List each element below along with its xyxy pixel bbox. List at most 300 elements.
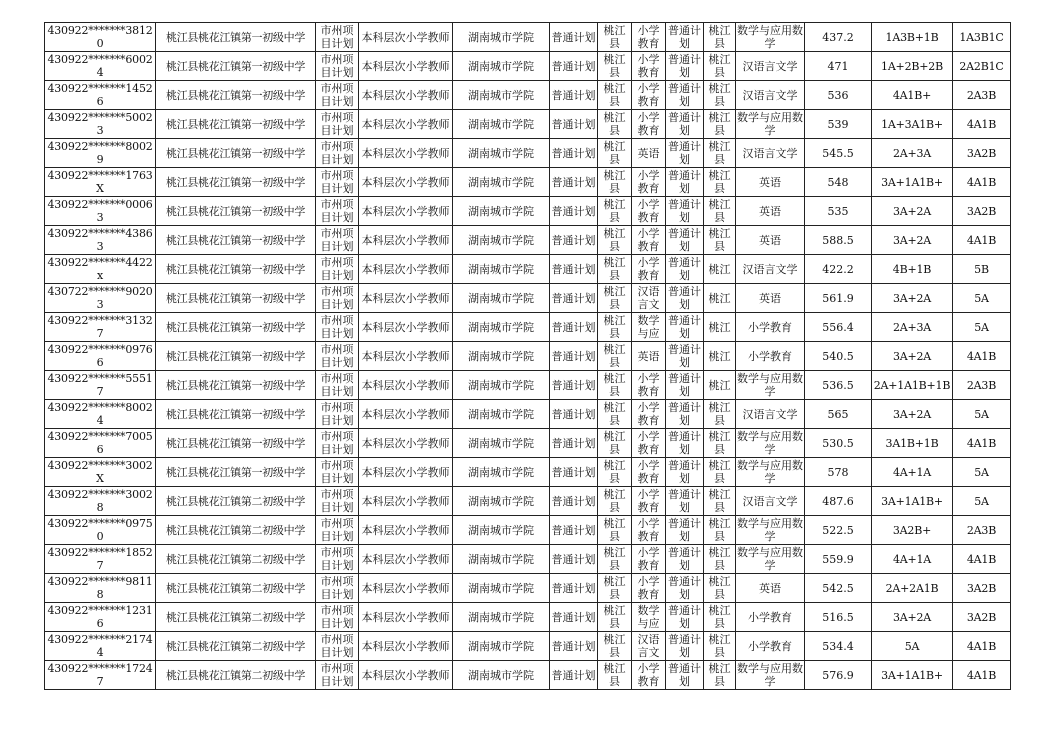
plan-cell: 普通计划 xyxy=(666,168,704,197)
target-county-cell: 桃江县 xyxy=(704,110,736,139)
target-county-cell: 桃江县 xyxy=(704,632,736,661)
teacher-level-cell: 本科层次小学教师 xyxy=(359,545,453,574)
table-row xyxy=(45,313,1011,342)
score-cell: 565 xyxy=(805,400,872,429)
plan-cell: 普通计划 xyxy=(666,603,704,632)
grade-summary-cell: 1A3B1C xyxy=(953,23,1011,52)
county-cell: 桃江县 xyxy=(598,255,632,284)
subject-cell: 小学教育 xyxy=(632,400,666,429)
plan-type-cell: 市州项目计划 xyxy=(316,197,359,226)
subject-cell: 小学教育 xyxy=(632,429,666,458)
school-cell: 桃江县桃花江镇第一初级中学 xyxy=(156,110,316,139)
school-cell: 桃江县桃花江镇第一初级中学 xyxy=(156,429,316,458)
plan-type-cell: 市州项目计划 xyxy=(316,603,359,632)
candidate-id-cell: 430922*******14526 xyxy=(45,81,156,110)
candidate-id-cell: 430922*******3002X xyxy=(45,458,156,487)
table-row xyxy=(45,110,1011,139)
school-cell: 桃江县桃花江镇第一初级中学 xyxy=(156,284,316,313)
grade-summary-cell: 4A1B xyxy=(953,661,1011,690)
college-cell: 湖南城市学院 xyxy=(453,197,550,226)
target-county-cell: 桃江县 xyxy=(704,603,736,632)
table-row xyxy=(45,400,1011,429)
grade-summary-cell: 4A1B xyxy=(953,168,1011,197)
grade-summary-cell: 5A xyxy=(953,284,1011,313)
county-cell: 桃江县 xyxy=(598,574,632,603)
target-county-cell: 桃江县 xyxy=(704,197,736,226)
subject-cell: 小学教育 xyxy=(632,197,666,226)
candidate-id-cell: 430922*******38120 xyxy=(45,23,156,52)
category-cell: 普通计划 xyxy=(550,574,598,603)
county-cell: 桃江县 xyxy=(598,603,632,632)
subject-cell: 英语 xyxy=(632,139,666,168)
category-cell: 普通计划 xyxy=(550,400,598,429)
teacher-level-cell: 本科层次小学教师 xyxy=(359,458,453,487)
school-cell: 桃江县桃花江镇第一初级中学 xyxy=(156,139,316,168)
county-cell: 桃江县 xyxy=(598,661,632,690)
plan-type-cell: 市州项目计划 xyxy=(316,284,359,313)
school-cell: 桃江县桃花江镇第二初级中学 xyxy=(156,603,316,632)
grade-combo-cell: 4A+1A xyxy=(872,545,953,574)
school-cell: 桃江县桃花江镇第二初级中学 xyxy=(156,487,316,516)
grade-combo-cell: 3A2B+ xyxy=(872,516,953,545)
category-cell: 普通计划 xyxy=(550,371,598,400)
candidate-id-cell: 430922*******17247 xyxy=(45,661,156,690)
major-cell: 小学教育 xyxy=(736,313,805,342)
score-cell: 530.5 xyxy=(805,429,872,458)
score-cell: 561.9 xyxy=(805,284,872,313)
major-cell: 数学与应用数学 xyxy=(737,111,803,137)
plan-type-cell: 市州项目计划 xyxy=(316,52,359,81)
score-cell: 556.4 xyxy=(805,313,872,342)
table-row xyxy=(45,429,1011,458)
grade-summary-cell: 2A3B xyxy=(953,516,1011,545)
grade-summary-cell: 5B xyxy=(953,255,1011,284)
major-cell: 数学与应用数学 xyxy=(737,546,803,572)
college-cell: 湖南城市学院 xyxy=(453,110,550,139)
grade-combo-cell: 3A1B+1B xyxy=(872,429,953,458)
candidate-id-cell: 430922*******31327 xyxy=(45,313,156,342)
table-row xyxy=(45,342,1011,371)
plan-type-cell: 市州项目计划 xyxy=(316,226,359,255)
county-cell: 桃江县 xyxy=(598,516,632,545)
candidate-id-cell: 430922*******00063 xyxy=(45,197,156,226)
teacher-level-cell: 本科层次小学教师 xyxy=(359,429,453,458)
subject-cell: 小学教育 xyxy=(632,371,666,400)
table-row xyxy=(45,197,1011,226)
score-cell: 534.4 xyxy=(805,632,872,661)
candidate-id-cell: 430922*******50023 xyxy=(45,110,156,139)
grade-combo-cell: 3A+1A1B+ xyxy=(872,487,953,516)
major-cell: 汉语言文学 xyxy=(736,255,805,284)
grade-summary-cell: 4A1B xyxy=(953,545,1011,574)
target-county-cell: 桃江县 xyxy=(704,168,736,197)
plan-cell: 普通计划 xyxy=(666,632,704,661)
county-cell: 桃江县 xyxy=(598,284,632,313)
table-row xyxy=(45,458,1011,487)
teacher-level-cell: 本科层次小学教师 xyxy=(359,516,453,545)
teacher-level-cell: 本科层次小学教师 xyxy=(359,168,453,197)
school-cell: 桃江县桃花江镇第一初级中学 xyxy=(156,255,316,284)
target-county-cell: 桃江县 xyxy=(704,400,736,429)
grade-summary-cell: 5A xyxy=(953,487,1011,516)
target-county-cell: 桃江县 xyxy=(704,458,736,487)
school-cell: 桃江县桃花江镇第一初级中学 xyxy=(156,458,316,487)
candidate-id-cell: 430922*******1763X xyxy=(45,168,156,197)
grade-combo-cell: 3A+1A1B+ xyxy=(872,661,953,690)
teacher-level-cell: 本科层次小学教师 xyxy=(359,52,453,81)
major-cell: 小学教育 xyxy=(736,342,805,371)
plan-type-cell: 市州项目计划 xyxy=(316,487,359,516)
plan-type-cell: 市州项目计划 xyxy=(316,632,359,661)
major-cell: 汉语言文学 xyxy=(736,81,805,110)
category-cell: 普通计划 xyxy=(550,429,598,458)
table-row xyxy=(45,81,1011,110)
teacher-level-cell: 本科层次小学教师 xyxy=(359,487,453,516)
table-row xyxy=(45,255,1011,284)
plan-type-cell: 市州项目计划 xyxy=(316,545,359,574)
grade-summary-cell: 4A1B xyxy=(953,632,1011,661)
school-cell: 桃江县桃花江镇第一初级中学 xyxy=(156,81,316,110)
college-cell: 湖南城市学院 xyxy=(453,81,550,110)
grade-summary-cell: 2A3B xyxy=(953,81,1011,110)
county-cell: 桃江县 xyxy=(598,197,632,226)
college-cell: 湖南城市学院 xyxy=(453,139,550,168)
score-cell: 539 xyxy=(805,110,872,139)
plan-cell: 普通计划 xyxy=(666,429,704,458)
subject-cell: 小学教育 xyxy=(632,81,666,110)
category-cell: 普通计划 xyxy=(550,516,598,545)
candidate-id-cell: 430722*******90203 xyxy=(45,284,156,313)
table-row xyxy=(45,226,1011,255)
plan-cell: 普通计划 xyxy=(666,400,704,429)
plan-cell: 普通计划 xyxy=(666,255,704,284)
county-cell: 桃江县 xyxy=(598,168,632,197)
category-cell: 普通计划 xyxy=(550,342,598,371)
table-row xyxy=(45,632,1011,661)
major-cell: 汉语言文学 xyxy=(736,139,805,168)
grade-combo-cell: 1A+3A1B+ xyxy=(872,110,953,139)
major-cell: 英语 xyxy=(736,168,805,197)
score-cell: 576.9 xyxy=(805,661,872,690)
plan-type-cell: 市州项目计划 xyxy=(316,661,359,690)
score-cell: 535 xyxy=(805,197,872,226)
score-cell: 487.6 xyxy=(805,487,872,516)
subject-cell: 英语 xyxy=(632,342,666,371)
teacher-level-cell: 本科层次小学教师 xyxy=(359,313,453,342)
teacher-level-cell: 本科层次小学教师 xyxy=(359,574,453,603)
category-cell: 普通计划 xyxy=(550,661,598,690)
plan-cell: 普通计划 xyxy=(666,226,704,255)
candidate-id-cell: 430922*******09766 xyxy=(45,342,156,371)
category-cell: 普通计划 xyxy=(550,458,598,487)
subject-cell: 小学教育 xyxy=(632,255,666,284)
subject-cell: 小学教育 xyxy=(632,226,666,255)
score-cell: 548 xyxy=(805,168,872,197)
plan-type-cell: 市州项目计划 xyxy=(316,458,359,487)
grade-combo-cell: 3A+2A xyxy=(872,603,953,632)
plan-type-cell: 市州项目计划 xyxy=(316,516,359,545)
table-body xyxy=(45,23,1011,690)
category-cell: 普通计划 xyxy=(550,255,598,284)
school-cell: 桃江县桃花江镇第一初级中学 xyxy=(156,313,316,342)
target-county-cell: 桃江 xyxy=(704,342,736,371)
score-cell: 536 xyxy=(805,81,872,110)
plan-cell: 普通计划 xyxy=(666,574,704,603)
plan-type-cell: 市州项目计划 xyxy=(316,110,359,139)
school-cell: 桃江县桃花江镇第二初级中学 xyxy=(156,632,316,661)
candidate-id-cell: 430922*******98118 xyxy=(45,574,156,603)
county-cell: 桃江县 xyxy=(598,23,632,52)
grade-summary-cell: 5A xyxy=(953,400,1011,429)
county-cell: 桃江县 xyxy=(598,226,632,255)
grade-combo-cell: 3A+2A xyxy=(872,226,953,255)
subject-cell: 小学教育 xyxy=(632,23,666,52)
subject-cell: 数学与应 xyxy=(632,603,666,632)
score-cell: 422.2 xyxy=(805,255,872,284)
candidate-id-cell: 430922*******4422x xyxy=(45,255,156,284)
major-cell: 数学与应用数学 xyxy=(737,372,803,398)
plan-cell: 普通计划 xyxy=(666,284,704,313)
subject-cell: 小学教育 xyxy=(632,661,666,690)
plan-type-cell: 市州项目计划 xyxy=(316,81,359,110)
table-row xyxy=(45,168,1011,197)
grade-combo-cell: 3A+2A xyxy=(872,342,953,371)
county-cell: 桃江县 xyxy=(598,545,632,574)
candidate-id-cell: 430922*******12316 xyxy=(45,603,156,632)
grade-summary-cell: 4A1B xyxy=(953,429,1011,458)
major-cell: 数学与应用数学 xyxy=(737,517,803,543)
teacher-level-cell: 本科层次小学教师 xyxy=(359,81,453,110)
table-row xyxy=(45,487,1011,516)
major-cell: 英语 xyxy=(736,574,805,603)
grade-summary-cell: 3A2B xyxy=(953,603,1011,632)
candidate-id-cell: 430922*******43863 xyxy=(45,226,156,255)
college-cell: 湖南城市学院 xyxy=(453,23,550,52)
college-cell: 湖南城市学院 xyxy=(453,458,550,487)
target-county-cell: 桃江县 xyxy=(704,487,736,516)
target-county-cell: 桃江 xyxy=(704,313,736,342)
category-cell: 普通计划 xyxy=(550,226,598,255)
teacher-level-cell: 本科层次小学教师 xyxy=(359,661,453,690)
teacher-level-cell: 本科层次小学教师 xyxy=(359,255,453,284)
category-cell: 普通计划 xyxy=(550,139,598,168)
school-cell: 桃江县桃花江镇第二初级中学 xyxy=(156,516,316,545)
target-county-cell: 桃江 xyxy=(704,255,736,284)
grade-summary-cell: 4A1B xyxy=(953,226,1011,255)
plan-cell: 普通计划 xyxy=(666,139,704,168)
subject-cell: 小学教育 xyxy=(632,545,666,574)
score-cell: 516.5 xyxy=(805,603,872,632)
category-cell: 普通计划 xyxy=(550,110,598,139)
table-row xyxy=(45,52,1011,81)
subject-cell: 小学教育 xyxy=(632,574,666,603)
table-row xyxy=(45,545,1011,574)
school-cell: 桃江县桃花江镇第一初级中学 xyxy=(156,52,316,81)
score-cell: 578 xyxy=(805,458,872,487)
table-row xyxy=(45,516,1011,545)
candidate-id-cell: 430922*******30028 xyxy=(45,487,156,516)
college-cell: 湖南城市学院 xyxy=(453,661,550,690)
college-cell: 湖南城市学院 xyxy=(453,429,550,458)
grade-summary-cell: 3A2B xyxy=(953,139,1011,168)
grade-summary-cell: 2A2B1C xyxy=(953,52,1011,81)
county-cell: 桃江县 xyxy=(598,371,632,400)
grade-summary-cell: 3A2B xyxy=(953,574,1011,603)
score-cell: 588.5 xyxy=(805,226,872,255)
target-county-cell: 桃江县 xyxy=(704,81,736,110)
target-county-cell: 桃江县 xyxy=(704,545,736,574)
county-cell: 桃江县 xyxy=(598,487,632,516)
teacher-level-cell: 本科层次小学教师 xyxy=(359,603,453,632)
candidate-id-cell: 430922*******55517 xyxy=(45,371,156,400)
college-cell: 湖南城市学院 xyxy=(453,52,550,81)
plan-type-cell: 市州项目计划 xyxy=(316,255,359,284)
plan-cell: 普通计划 xyxy=(666,110,704,139)
subject-cell: 小学教育 xyxy=(632,516,666,545)
major-cell: 数学与应用数学 xyxy=(737,662,803,688)
category-cell: 普通计划 xyxy=(550,197,598,226)
grade-combo-cell: 3A+1A1B+ xyxy=(872,168,953,197)
plan-type-cell: 市州项目计划 xyxy=(316,168,359,197)
major-cell: 汉语言文学 xyxy=(736,52,805,81)
county-cell: 桃江县 xyxy=(598,52,632,81)
score-cell: 522.5 xyxy=(805,516,872,545)
score-cell: 545.5 xyxy=(805,139,872,168)
school-cell: 桃江县桃花江镇第二初级中学 xyxy=(156,574,316,603)
teacher-level-cell: 本科层次小学教师 xyxy=(359,197,453,226)
target-county-cell: 桃江县 xyxy=(704,574,736,603)
school-cell: 桃江县桃花江镇第一初级中学 xyxy=(156,168,316,197)
college-cell: 湖南城市学院 xyxy=(453,342,550,371)
plan-type-cell: 市州项目计划 xyxy=(316,400,359,429)
category-cell: 普通计划 xyxy=(550,81,598,110)
grade-combo-cell: 4A+1A xyxy=(872,458,953,487)
target-county-cell: 桃江县 xyxy=(704,516,736,545)
category-cell: 普通计划 xyxy=(550,313,598,342)
teacher-level-cell: 本科层次小学教师 xyxy=(359,110,453,139)
plan-cell: 普通计划 xyxy=(666,197,704,226)
major-cell: 数学与应用数学 xyxy=(737,430,803,456)
category-cell: 普通计划 xyxy=(550,487,598,516)
score-cell: 536.5 xyxy=(805,371,872,400)
subject-cell: 汉语言文 xyxy=(632,284,666,313)
college-cell: 湖南城市学院 xyxy=(453,516,550,545)
county-cell: 桃江县 xyxy=(598,81,632,110)
major-cell: 英语 xyxy=(736,197,805,226)
college-cell: 湖南城市学院 xyxy=(453,632,550,661)
plan-cell: 普通计划 xyxy=(666,371,704,400)
subject-cell: 汉语言文 xyxy=(632,632,666,661)
county-cell: 桃江县 xyxy=(598,632,632,661)
college-cell: 湖南城市学院 xyxy=(453,371,550,400)
teacher-level-cell: 本科层次小学教师 xyxy=(359,400,453,429)
plan-cell: 普通计划 xyxy=(666,313,704,342)
table-row xyxy=(45,139,1011,168)
target-county-cell: 桃江 xyxy=(704,371,736,400)
subject-cell: 小学教育 xyxy=(632,487,666,516)
category-cell: 普通计划 xyxy=(550,603,598,632)
grade-combo-cell: 2A+3A xyxy=(872,139,953,168)
teacher-level-cell: 本科层次小学教师 xyxy=(359,139,453,168)
candidate-id-cell: 430922*******80024 xyxy=(45,400,156,429)
score-cell: 471 xyxy=(805,52,872,81)
major-cell: 数学与应用数学 xyxy=(737,459,803,485)
college-cell: 湖南城市学院 xyxy=(453,545,550,574)
subject-cell: 小学教育 xyxy=(632,52,666,81)
grade-combo-cell: 2A+2A1B xyxy=(872,574,953,603)
major-cell: 汉语言文学 xyxy=(736,487,805,516)
college-cell: 湖南城市学院 xyxy=(453,226,550,255)
plan-cell: 普通计划 xyxy=(666,81,704,110)
grade-combo-cell: 2A+1A1B+1B xyxy=(872,371,953,400)
school-cell: 桃江县桃花江镇第一初级中学 xyxy=(156,371,316,400)
county-cell: 桃江县 xyxy=(598,429,632,458)
school-cell: 桃江县桃花江镇第一初级中学 xyxy=(156,197,316,226)
teacher-level-cell: 本科层次小学教师 xyxy=(359,226,453,255)
score-cell: 540.5 xyxy=(805,342,872,371)
county-cell: 桃江县 xyxy=(598,458,632,487)
plan-cell: 普通计划 xyxy=(666,458,704,487)
school-cell: 桃江县桃花江镇第一初级中学 xyxy=(156,400,316,429)
subject-cell: 小学教育 xyxy=(632,110,666,139)
plan-type-cell: 市州项目计划 xyxy=(316,313,359,342)
category-cell: 普通计划 xyxy=(550,23,598,52)
school-cell: 桃江县桃花江镇第二初级中学 xyxy=(156,545,316,574)
plan-cell: 普通计划 xyxy=(666,342,704,371)
table-row xyxy=(45,371,1011,400)
grade-combo-cell: 5A xyxy=(872,632,953,661)
category-cell: 普通计划 xyxy=(550,632,598,661)
subject-cell: 小学教育 xyxy=(632,458,666,487)
plan-cell: 普通计划 xyxy=(666,23,704,52)
college-cell: 湖南城市学院 xyxy=(453,603,550,632)
plan-type-cell: 市州项目计划 xyxy=(316,371,359,400)
candidate-id-cell: 430922*******21744 xyxy=(45,632,156,661)
school-cell: 桃江县桃花江镇第一初级中学 xyxy=(156,342,316,371)
county-cell: 桃江县 xyxy=(598,110,632,139)
plan-cell: 普通计划 xyxy=(666,516,704,545)
category-cell: 普通计划 xyxy=(550,545,598,574)
county-cell: 桃江县 xyxy=(598,342,632,371)
candidate-id-cell: 430922*******70056 xyxy=(45,429,156,458)
table-row xyxy=(45,661,1011,690)
table-row xyxy=(45,23,1011,52)
target-county-cell: 桃江县 xyxy=(704,23,736,52)
table-row xyxy=(45,284,1011,313)
grade-combo-cell: 1A3B+1B xyxy=(872,23,953,52)
table-row xyxy=(45,603,1011,632)
teacher-level-cell: 本科层次小学教师 xyxy=(359,342,453,371)
plan-cell: 普通计划 xyxy=(666,545,704,574)
grade-summary-cell: 2A3B xyxy=(953,371,1011,400)
county-cell: 桃江县 xyxy=(598,139,632,168)
grade-summary-cell: 3A2B xyxy=(953,197,1011,226)
school-cell: 桃江县桃花江镇第一初级中学 xyxy=(156,226,316,255)
college-cell: 湖南城市学院 xyxy=(453,574,550,603)
plan-cell: 普通计划 xyxy=(666,487,704,516)
teacher-level-cell: 本科层次小学教师 xyxy=(359,371,453,400)
grade-combo-cell: 3A+2A xyxy=(872,197,953,226)
score-cell: 559.9 xyxy=(805,545,872,574)
college-cell: 湖南城市学院 xyxy=(453,284,550,313)
category-cell: 普通计划 xyxy=(550,52,598,81)
target-county-cell: 桃江县 xyxy=(704,661,736,690)
subject-cell: 数学与应 xyxy=(632,313,666,342)
grade-combo-cell: 1A+2B+2B xyxy=(872,52,953,81)
plan-type-cell: 市州项目计划 xyxy=(316,574,359,603)
major-cell: 数学与应用数学 xyxy=(737,24,803,50)
grade-combo-cell: 4A1B+ xyxy=(872,81,953,110)
